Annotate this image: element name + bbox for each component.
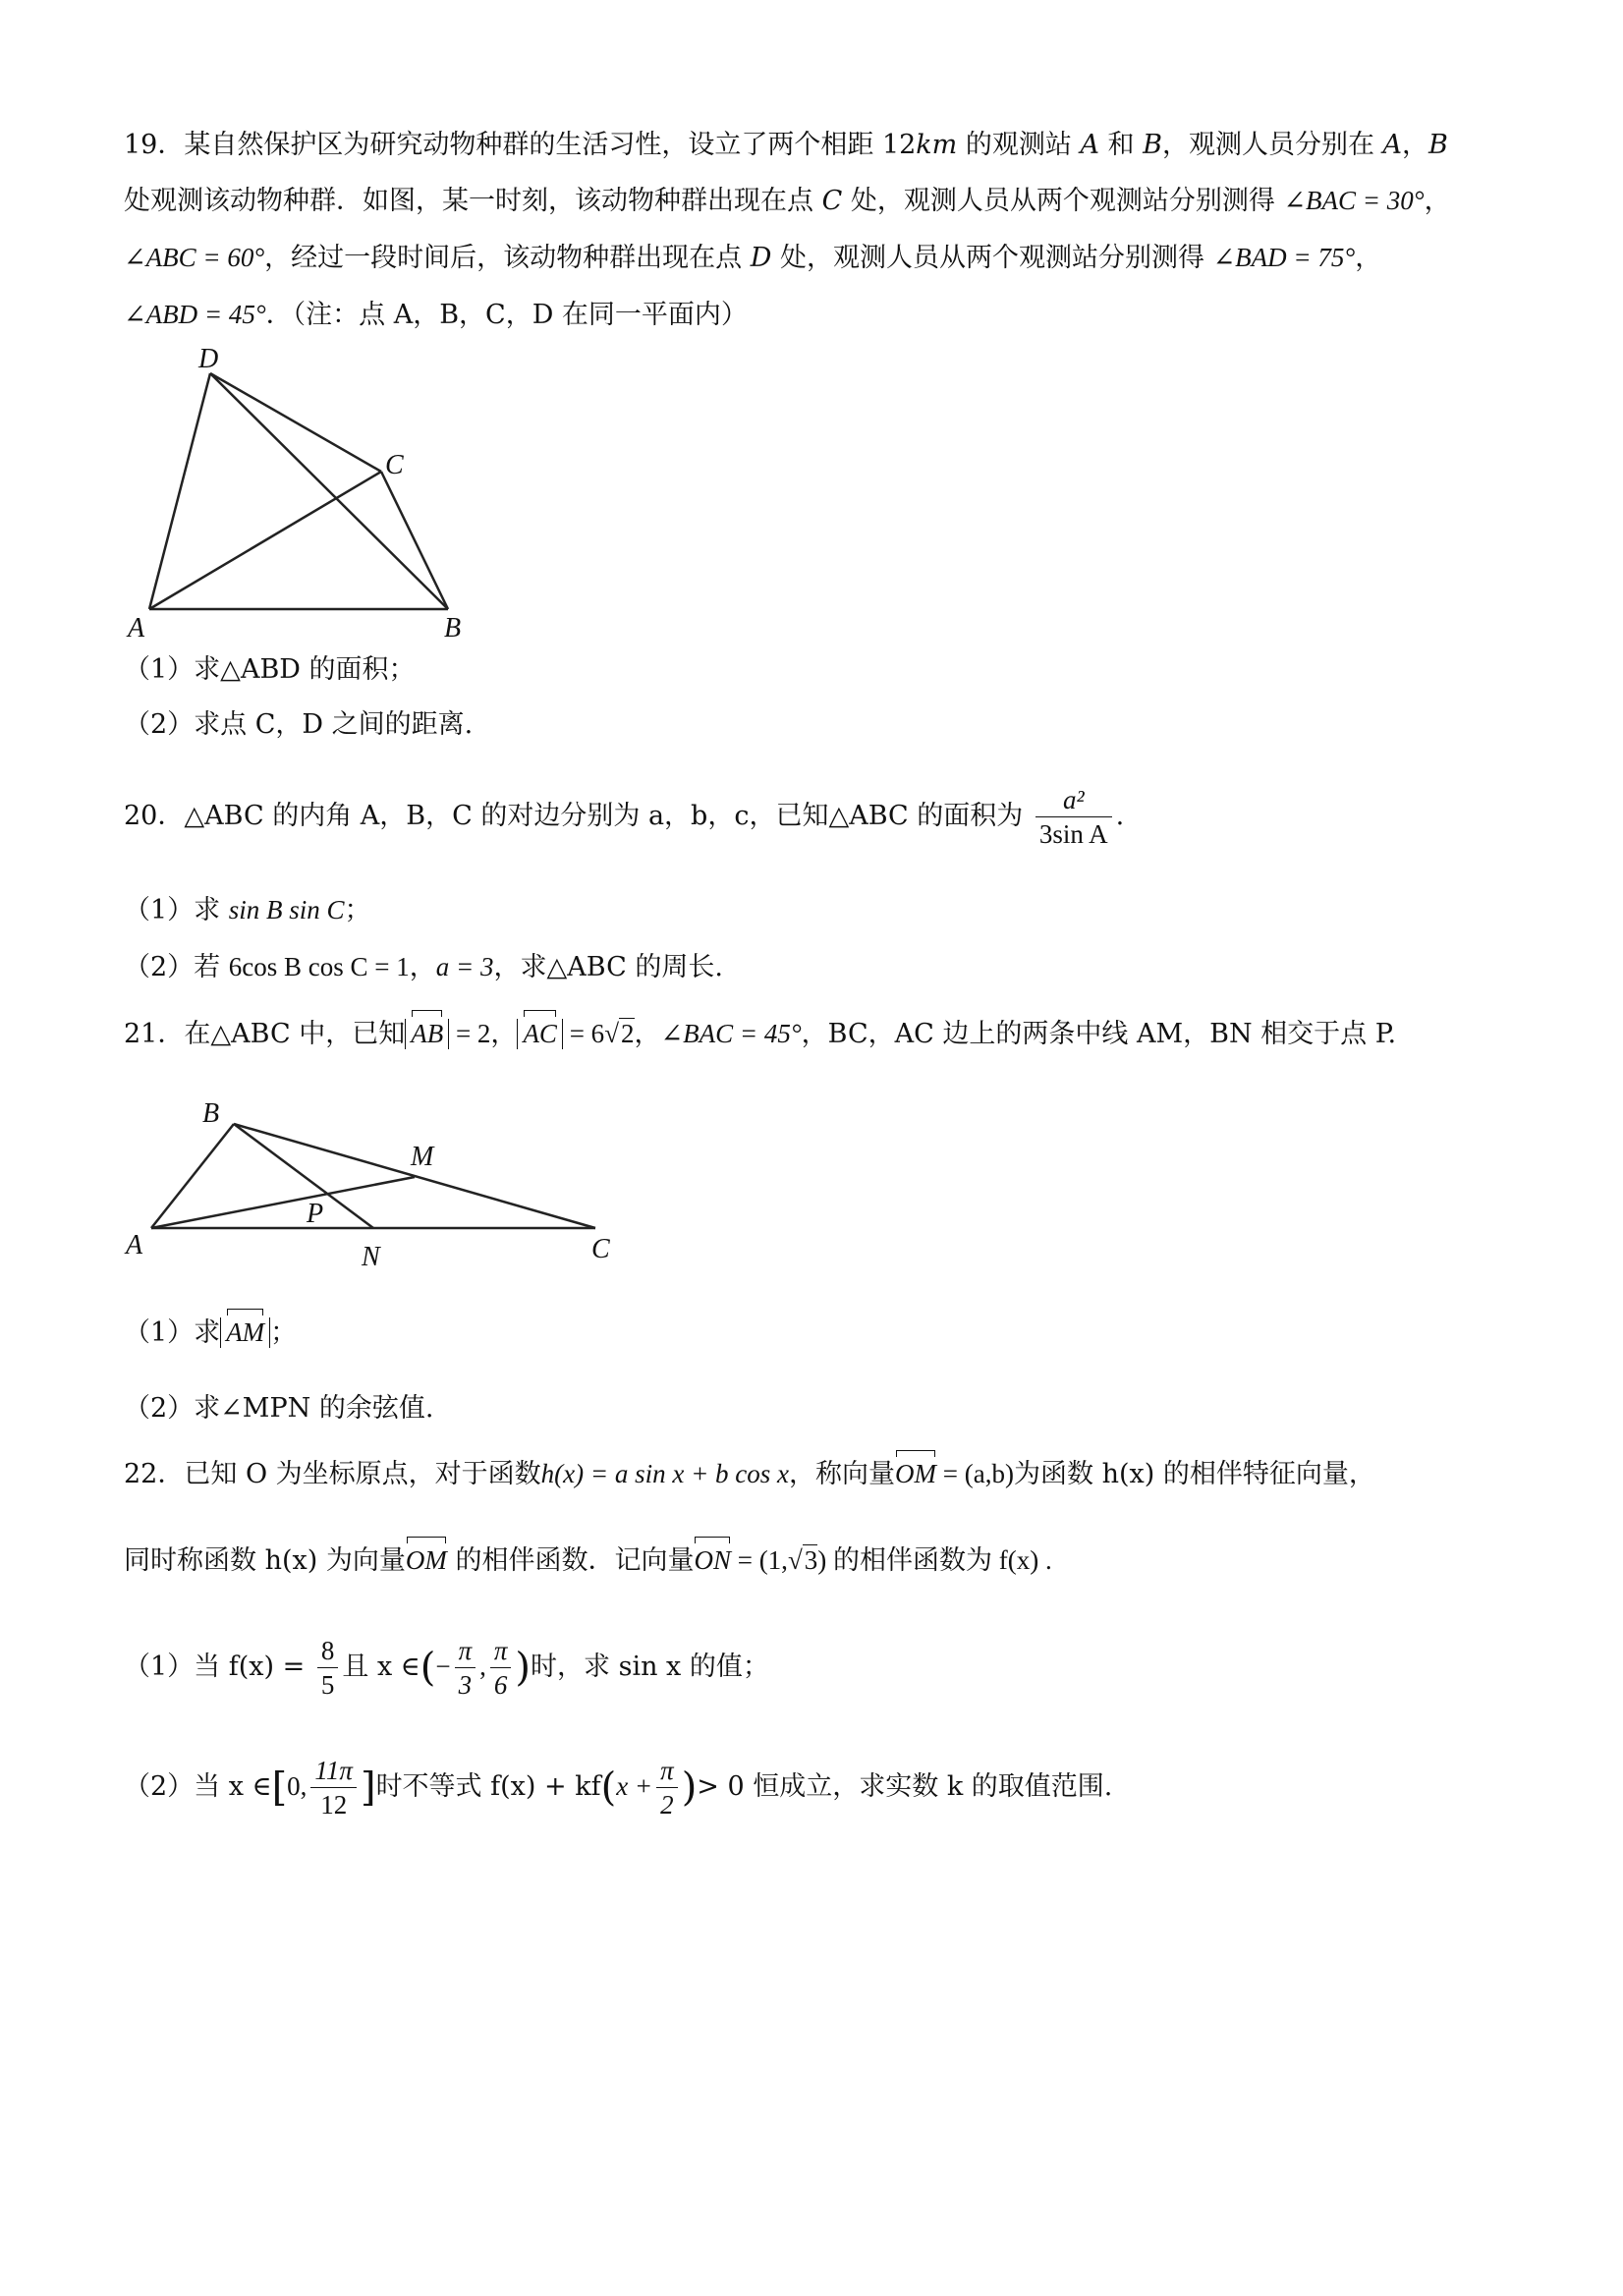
q21-part1: （1）求 AM ； (124, 1313, 297, 1353)
label-A: A (126, 1230, 143, 1260)
q19-line2: 处观测该动物种群．如图，某一时刻，该动物种群出现在点 C 处，观测人员从两个观测站分别测得 ∠BAC = 30°， (124, 186, 1451, 216)
q21-part2: （2）求∠MPN 的余弦值. (124, 1393, 434, 1424)
q20-part2: （2）若 6cos B cos C = 1，a = 3，求△ABC 的周长. (124, 952, 723, 982)
q21-stem: 21．在△ABC 中，已知 AB = 2， AC = 6√2，∠BAC = 45°，BC，AC 边上的两条中线 AM，BN 相交于点 P. (124, 1014, 1396, 1054)
q22-line2: 同时称函数 h(x) 为向量OM 的相伴函数．记向量ON = (1,√3) 的相伴函数为 f(x) . (124, 1540, 1052, 1581)
seg-AC (149, 472, 381, 609)
seg-BC (234, 1124, 595, 1228)
label-C: C (385, 450, 404, 480)
seg-DB (210, 373, 448, 609)
q19-part1: （1）求△ABD 的面积； (124, 654, 416, 685)
seg-CB (381, 472, 448, 609)
q20-fraction: $\frac{\text{a²}}{\text{3sin A}}$ (1035, 783, 1112, 851)
label-B: B (444, 613, 462, 644)
label-M: M (411, 1142, 434, 1172)
seg-BN (234, 1124, 373, 1228)
seg-AM (151, 1177, 415, 1228)
label-C: C (591, 1234, 610, 1264)
label-A: A (128, 613, 145, 644)
q19-line3: ∠ABC = 60°，经过一段时间后，该动物种群出现在点 D 处，观测人员从两个观测站分别测得 ∠BAD = 75°， (124, 243, 1382, 273)
q19-line4: ∠ABD = 45°．（注：点 A，B，C，D 在同一平面内） (124, 300, 748, 330)
q22-part1: （1）当 f(x) = $\frac{8}{5}$ 且 x ∈(− $\frac{\pi}{3}$ , $\frac{\pi}{6}$ )时，求 sin x 的值； (124, 1636, 769, 1700)
q21-figure (124, 1089, 635, 1275)
q19-figure (124, 344, 477, 648)
q20-stem: 20．△ABC 的内角 A，B，C 的对边分别为 a，b，c，已知△ABC 的面积为 $\frac{\text{a²}}{\text{3sin A}}$ . (124, 785, 1125, 849)
q19-part2: （2）求点 C，D 之间的距离. (124, 709, 474, 740)
label-D: D (198, 344, 219, 374)
label-B: B (202, 1098, 220, 1129)
seg-AD (149, 373, 210, 609)
q22-line1: 22．已知 O 为坐标原点，对于函数h(x) = a sin x + b cos x，称向量OM = (a,b)为函数 h(x) 的相伴特征向量， (124, 1454, 1375, 1494)
q20-part1: （1）求 sin B sin C； (124, 895, 371, 925)
label-P: P (307, 1199, 324, 1229)
q22-part2: （2）当 x ∈[0, $\frac{11\pi}{12}$ ]时不等式 f(x) + kf(x + $\frac{\pi}{2}$ )> 0 恒成立，求实数 k 的取值范围. (124, 1756, 1113, 1820)
seg-AB (151, 1124, 234, 1228)
q19-line1: 19．某自然保护区为研究动物种群的生活习性，设立了两个相距 12km 的观测站 A 和 B，观测人员分别在 A，B (124, 130, 1448, 160)
label-N: N (362, 1242, 380, 1272)
